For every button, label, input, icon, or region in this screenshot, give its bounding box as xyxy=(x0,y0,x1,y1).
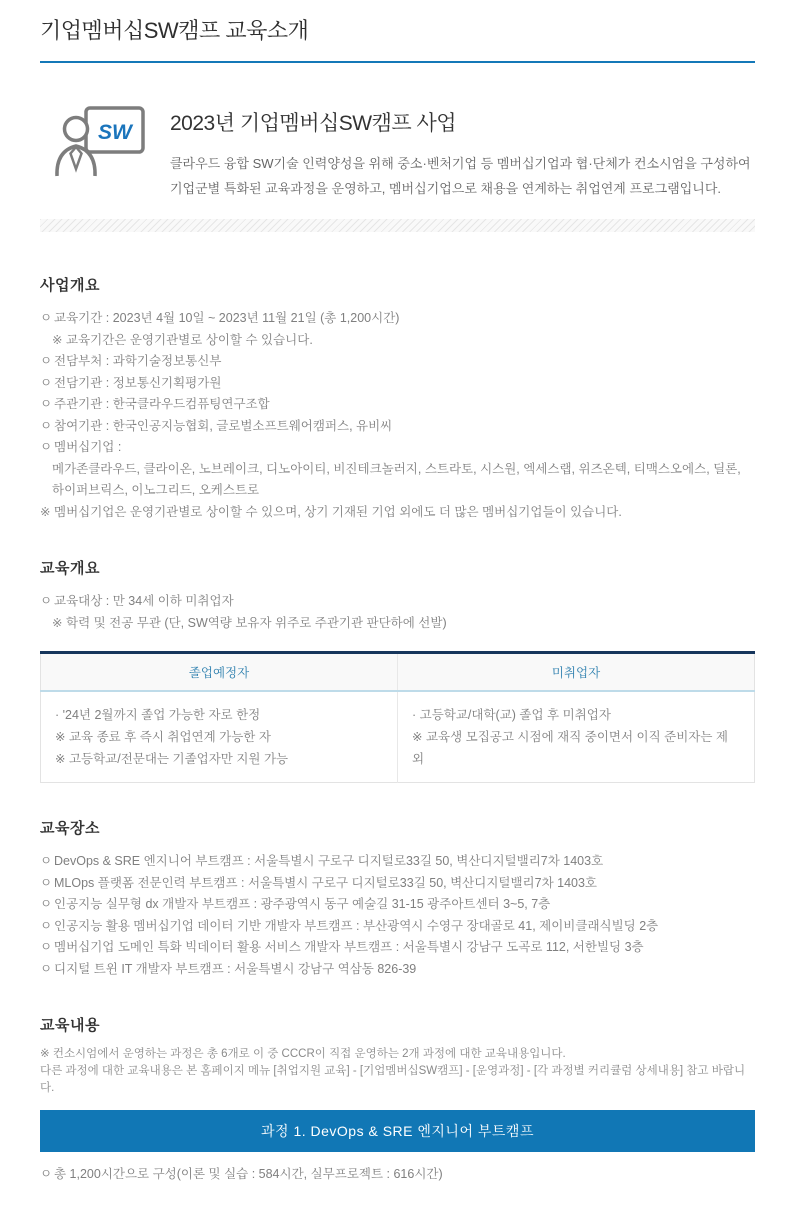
list-item-note xyxy=(40,502,755,524)
table-header-unemployed: 미취업자 xyxy=(398,653,755,692)
section-heading-education-overview: 교육개요 xyxy=(40,560,100,577)
bullet: ㅇ xyxy=(40,311,53,325)
list-item xyxy=(40,894,755,916)
bullet: ㅇ xyxy=(40,354,53,368)
list-item xyxy=(40,416,755,438)
education-overview-list xyxy=(40,591,755,634)
list-item xyxy=(40,873,755,895)
list-item-text: 전담부처 : 과학기술정보통신부 xyxy=(54,354,222,368)
intro-description: 클라우드 융합 SW기술 인력양성을 위해 중소·벤처기업 등 멤버십기업과 협·단체가 컨소시엄을 구성하여 기업군별 특화된 교육과정을 운영하고, 멤버십기업으로 채용을 연계하는 취업연계 프로그램입니다. xyxy=(170,156,751,196)
bullet: ㅇ xyxy=(40,594,53,608)
list-item-text: 교육대상 : 만 34세 이하 미취업자 xyxy=(54,594,234,608)
list-item-text: 총 1,200시간으로 구성(이론 및 실습 : 584시간, 실무프로젝트 : 616시간) xyxy=(54,1167,443,1181)
list-item xyxy=(40,591,755,613)
section-heading-education-content: 교육내용 xyxy=(40,1017,100,1034)
section-education-location xyxy=(40,817,755,980)
table-cell-graduating xyxy=(41,691,398,783)
section-heading-business-overview: 사업개요 xyxy=(40,277,100,294)
list-item xyxy=(40,959,755,981)
intro-section xyxy=(40,105,755,201)
list-item-text: 메가존클라우드, 클라이온, 노브레이크, 디노아이티, 비진테크놀러지, 스트라토, 시스원, 엑세스랩, 위즈온텍, 티맥스오에스, 딜론, 하이퍼브릭스, 이노그리드, 오케스트로 xyxy=(52,461,741,497)
bullet: ㅇ xyxy=(40,897,53,911)
table-cell-line: · 고등학교/대학(교) 졸업 후 미취업자 xyxy=(412,708,611,722)
list-item xyxy=(40,851,755,873)
sw-icon-label: SW xyxy=(98,121,132,144)
list-item-text: 주관기관 : 한국클라우드컴퓨팅연구조합 xyxy=(54,397,270,411)
bullet: ㅇ xyxy=(40,375,53,390)
section-business-overview xyxy=(40,274,755,523)
table-header-graduating: 졸업예정자 xyxy=(41,653,398,692)
bullet: ㅇ xyxy=(40,418,53,433)
intro-heading: 2023년 기업멤버십SW캠프 사업 xyxy=(170,112,457,135)
bullet: ㅇ xyxy=(40,875,53,890)
bullet: ㅇ xyxy=(40,854,53,868)
list-item-note xyxy=(40,330,755,352)
bullet: ※ xyxy=(52,615,63,630)
list-item-member-companies xyxy=(40,459,755,502)
education-content-list xyxy=(40,1164,755,1186)
bullet: ㅇ xyxy=(40,961,53,976)
list-item-text: 교육기간은 운영기관별로 상이할 수 있습니다. xyxy=(66,332,313,347)
list-item-text: 교육기간 : 2023년 4월 10일 ~ 2023년 11월 21일 (총 1,200시간) xyxy=(54,311,400,325)
intro-body xyxy=(170,105,755,201)
bullet: ※ xyxy=(40,504,51,519)
education-location-list xyxy=(40,851,755,980)
page-title: 기업멤버십SW캠프 교육소개 xyxy=(40,18,309,43)
list-item xyxy=(40,1164,755,1186)
content-note-line: ※ 컨소시엄에서 운영하는 과정은 총 6개로 이 중 CCCR이 직접 운영하는 2개 과정에 대한 교육내용입니다. xyxy=(40,1048,566,1060)
list-item-text: 디지털 트윈 IT 개발자 부트캠프 : 서울특별시 강남구 역삼동 826-39 xyxy=(54,961,417,976)
title-underline xyxy=(40,61,755,63)
bullet: ㅇ xyxy=(40,940,53,954)
section-education-overview xyxy=(40,557,755,783)
bullet: ※ xyxy=(52,332,63,347)
list-item-text: MLOps 플랫폼 전문인력 부트캠프 : 서울특별시 구로구 디지털로33길 50, 벽산디지털밸리7차 1403호 xyxy=(54,875,598,890)
list-item-text: 인공지능 실무형 dx 개발자 부트캠프 : 광주광역시 동구 예술길 31-15 광주아트센터 3~5, 7층 xyxy=(54,897,551,911)
bullet: ㅇ xyxy=(40,1167,53,1181)
list-item-text: DevOps & SRE 엔지니어 부트캠프 : 서울특별시 구로구 디지털로33길 50, 벽산디지털밸리7차 1403호 xyxy=(54,854,604,868)
table-cell-line: ※ 교육 종료 후 즉시 취업연계 가능한 자 xyxy=(55,730,271,744)
list-item xyxy=(40,916,755,938)
list-item-text: 멤버십기업 : xyxy=(54,440,122,454)
section-education-content xyxy=(40,1014,755,1186)
list-item xyxy=(40,937,755,959)
content-note xyxy=(40,1046,755,1097)
list-item xyxy=(40,373,755,395)
section-heading-education-location: 교육장소 xyxy=(40,820,100,837)
bullet: ㅇ xyxy=(40,440,53,454)
business-overview-list xyxy=(40,308,755,523)
table-header-row xyxy=(41,653,755,692)
table-cell-line: ※ 고등학교/전문대는 기졸업자만 지원 가능 xyxy=(55,752,289,766)
list-item xyxy=(40,351,755,373)
content-note-line: 다른 과정에 대한 교육내용은 본 홈페이지 메뉴 [취업지원 교육] - [기업멤버십SW캠프] - [운영과정] - [각 과정별 커리큘럼 상세내용] 참고 바랍니다. xyxy=(40,1065,746,1094)
eligibility-table xyxy=(40,651,755,783)
list-item-note xyxy=(40,613,755,635)
bullet: ㅇ xyxy=(40,918,53,933)
list-item-text: 멤버십기업은 운영기관별로 상이할 수 있으며, 상기 기재된 기업 외에도 더 많은 멤버십기업들이 있습니다. xyxy=(54,504,622,519)
sw-presenter-icon xyxy=(54,105,146,201)
course-banner: 과정 1. DevOps & SRE 엔지니어 부트캠프 xyxy=(40,1110,755,1152)
list-item-text: 인공지능 활용 멤버십기업 데이터 기반 개발자 부트캠프 : 부산광역시 수영구 장대골로 41, 제이비클래식빌딩 2층 xyxy=(54,918,659,933)
bullet: ㅇ xyxy=(40,397,53,411)
list-item-text: 참여기관 : 한국인공지능협회, 글로벌소프트웨어캠퍼스, 유비씨 xyxy=(54,418,393,433)
stripe-divider xyxy=(40,219,755,232)
table-body-row xyxy=(41,691,755,783)
list-item xyxy=(40,394,755,416)
list-item-text: 전담기관 : 정보통신기획평가원 xyxy=(54,375,222,390)
list-item-text: 멤버십기업 도메인 특화 빅데이터 활용 서비스 개발자 부트캠프 : 서울특별시 강남구 도곡로 112, 서한빌딩 3층 xyxy=(54,940,644,954)
list-item-text: 학력 및 전공 무관 (단, SW역량 보유자 위주로 주관기관 판단하에 선발) xyxy=(66,615,447,630)
table-cell-line: · '24년 2월까지 졸업 가능한 자로 한정 xyxy=(55,708,261,722)
list-item xyxy=(40,437,755,459)
table-cell-line: ※ 교육생 모집공고 시점에 재직 중이면서 이직 준비자는 제외 xyxy=(412,730,728,766)
list-item xyxy=(40,308,755,330)
table-cell-unemployed xyxy=(398,691,755,783)
